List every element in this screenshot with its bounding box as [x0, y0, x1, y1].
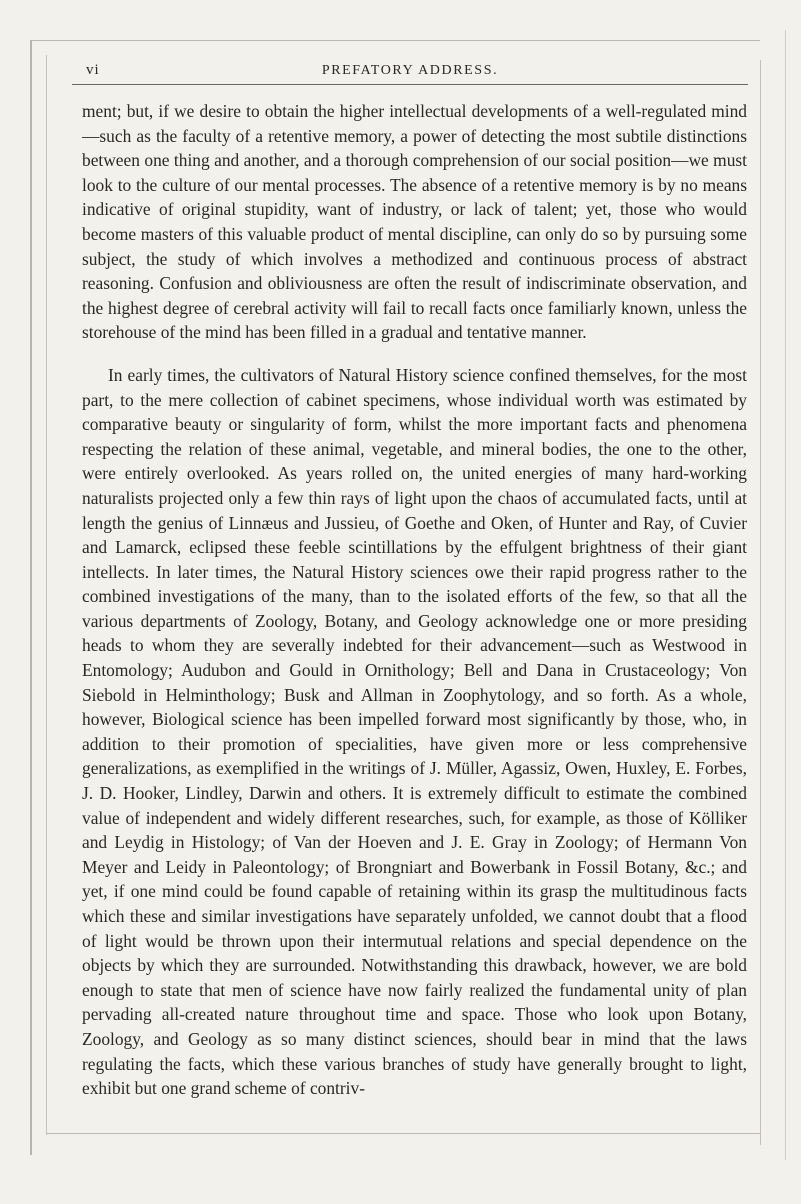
running-head — [72, 60, 748, 85]
scan-edge-right — [760, 60, 761, 1145]
scan-edge-top — [30, 40, 760, 41]
page-number: vi — [86, 62, 100, 78]
scan-edge-bottom — [46, 1133, 760, 1134]
scan-edge-left — [30, 40, 32, 1155]
scan-edge-outer-right — [785, 30, 786, 1160]
book-page — [72, 60, 748, 1101]
body-text — [82, 99, 747, 1101]
scan-edge-inner-left — [46, 55, 47, 1135]
header-title: PREFATORY ADDRESS. — [321, 63, 499, 78]
paragraph-continuation: ment; but, if we desire to obtain the higher intellectual developments of a well-regulated mind—such as the faculty of a retentive memory, a power of detecting the most subtile distinctions between one thing and another, and a thorough comprehension of our social position—we must look to the culture of our mental processes. The absence of a retentive memory is by no means indicative of original stupidity, want of industry, or lack of talent; yet, those who would become masters of this valuable product of mental discipline, can only do so by pursuing some subject, the study of which involves a methodized and continuous process of abstract reasoning. Confusion and obliviousness are often the result of indiscriminate observation, and the highest degree of cerebral activity will fail to recall facts once familiarly known, unless the storehouse of the mind has been filled in a gradual and tentative manner. — [82, 101, 747, 343]
paragraph-natural-history: In early times, the cultivators of Natural History science confined themselves, for the most part, to the mere collection of cabinet specimens, whose individual worth was estimated by comparative beauty or singularity of form, whilst the more important facts and phenomena respecting the relation of these animal, vegetable, and mineral bodies, the one to the other, were entirely overlooked. As years rolled on, the united energies of many hard-working naturalists projected only a few thin rays of light upon the chaos of accumulated facts, until at length the genius of Linnæus and Jussieu, of Goethe and Oken, of Hunter and Ray, of Cuvier and Lamarck, eclipsed these feeble scintillations by the effulgent brightness of their giant intellects. In later times, the Natural History sciences owe their rapid progress rather to the combined investigations of the many, than to the isolated efforts of the few, so that all the various departments of Zoology, Botany, and Geology acknowledge one or more presiding heads to whom they are severally indebted for their advancement—such as Westwood in Entomology; Audubon and Gould in Ornithology; Bell and Dana in Crustaceology; Von Siebold in Helminthology; Busk and Allman in Zoophytology, and so forth. As a whole, however, Biological science has been impelled forward most significantly by those, who, in addition to their promotion of specialities, have given more or less comprehensive generalizations, as exemplified in the writings of J. Müller, Agassiz, Owen, Huxley, E. Forbes, J. D. Hooker, Lindley, Darwin and others. It is extremely difficult to estimate the combined value of independent and widely different researches, such, for example, as those of Kölliker and Leydig in Histology; of Van der Hoeven and J. E. Gray in Zoology; of Hermann Von Meyer and Leidy in Paleontology; of Brongniart and Bowerbank in Fossil Botany, &c.; and yet, if one mind could be found capable of retaining within its grasp the multitudinous facts which these and similar investigations have separately unfolded, we cannot doubt that a flood of light would be thrown upon their intermutual relations and special dependence on the objects by which they are surrounded. Notwithstanding this drawback, however, we are bold enough to state that men of science have now fairly realized the fundamental unity of plan pervading all-created nature throughout time and space. Those who look upon Botany, Zoology, and Geology as so many distinct sciences, should bear in mind that the laws regulating the facts, which these various branches of study have generally brought to light, exhibit but one grand scheme of contriv- — [82, 364, 747, 1099]
